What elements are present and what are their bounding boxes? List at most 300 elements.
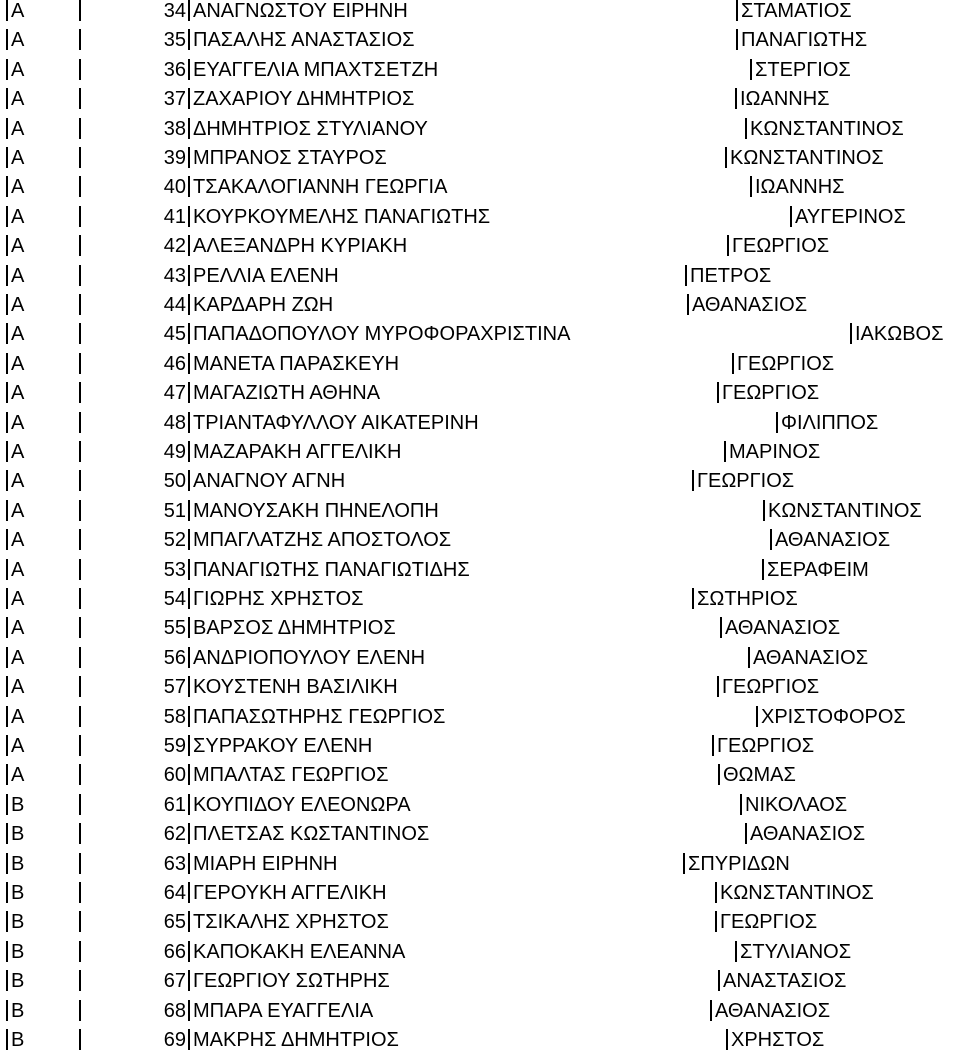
class-cell: Α [11, 500, 25, 522]
column-divider [188, 382, 190, 403]
name-cell: ΚΑΡΔΑΡΗ ΖΩΗ [193, 294, 334, 316]
column-divider [735, 941, 737, 962]
column-divider [718, 970, 720, 991]
table-row [0, 470, 960, 499]
class-cell: Α [11, 176, 25, 198]
father-name-cell: ΚΩΝΣΤΑΝΤΙΝΟΣ [768, 500, 922, 522]
class-cell: Β [11, 1000, 25, 1022]
column-divider [188, 29, 190, 50]
column-divider [79, 676, 81, 697]
column-divider [188, 882, 190, 903]
father-name-cell: ΧΡΗΣΤΟΣ [731, 1029, 825, 1051]
name-cell: ΔΗΜΗΤΡΙΟΣ ΣΤΥΛΙΑΝΟΥ [193, 118, 428, 140]
number-cell: 40 [163, 176, 186, 198]
number-cell: 59 [163, 735, 186, 757]
column-divider [727, 235, 729, 256]
column-divider [6, 500, 8, 521]
father-name-cell: ΣΠΥΡΙΔΩΝ [688, 853, 790, 875]
table-row [0, 147, 960, 176]
name-cell: ΠΑΠΑΣΩΤΗΡΗΣ ΓΕΩΡΓΙΟΣ [193, 706, 446, 728]
column-divider [750, 176, 752, 197]
class-cell: Α [11, 412, 25, 434]
name-cell: ΠΛΕΤΣΑΣ ΚΩΣΤΑΝΤΙΝΟΣ [193, 823, 430, 845]
number-cell: 61 [163, 794, 186, 816]
column-divider [188, 412, 190, 433]
name-cell: ΠΑΣΑΛΗΣ ΑΝΑΣΤΑΣΙΟΣ [193, 29, 415, 51]
class-cell: Α [11, 323, 25, 345]
father-name-cell: ΣΕΡΑΦΕΙΜ [767, 559, 869, 581]
column-divider [79, 382, 81, 403]
column-divider [188, 59, 190, 80]
name-cell: ΜΠΑΓΛΑΤΖΗΣ ΑΠΟΣΤΟΛΟΣ [193, 529, 452, 551]
class-cell: Β [11, 1029, 25, 1051]
table-row [0, 617, 960, 646]
number-cell: 51 [163, 500, 186, 522]
column-divider [79, 911, 81, 932]
column-divider [188, 147, 190, 168]
table-row [0, 1029, 960, 1058]
class-cell: Α [11, 294, 25, 316]
name-cell: ΚΟΥΣΤΕΝΗ ΒΑΣΙΛΙΚΗ [193, 676, 398, 698]
table-row [0, 559, 960, 588]
column-divider [724, 441, 726, 462]
father-name-cell: ΓΕΩΡΓΙΟΣ [722, 382, 820, 404]
number-cell: 42 [163, 235, 186, 257]
column-divider [6, 118, 8, 139]
class-cell: Α [11, 588, 25, 610]
column-divider [6, 882, 8, 903]
table-row [0, 118, 960, 147]
father-name-cell: ΙΩΑΝΝΗΣ [740, 88, 830, 110]
number-cell: 63 [163, 853, 186, 875]
column-divider [850, 323, 852, 344]
column-divider [79, 88, 81, 109]
number-cell: 56 [163, 647, 186, 669]
number-cell: 69 [163, 1029, 186, 1051]
column-divider [6, 441, 8, 462]
class-cell: Β [11, 941, 25, 963]
father-name-cell: ΚΩΝΣΤΑΝΤΙΝΟΣ [750, 118, 904, 140]
column-divider [79, 176, 81, 197]
number-cell: 43 [163, 265, 186, 287]
column-divider [79, 0, 81, 21]
number-cell: 57 [163, 676, 186, 698]
father-name-cell: ΠΑΝΑΓΙΩΤΗΣ [741, 29, 868, 51]
column-divider [188, 441, 190, 462]
column-divider [717, 676, 719, 697]
name-cell: ΜΑΚΡΗΣ ΔΗΜΗΤΡΙΟΣ [193, 1029, 399, 1051]
column-divider [79, 794, 81, 815]
number-cell: 49 [163, 441, 186, 463]
father-name-cell: ΑΝΑΣΤΑΣΙΟΣ [723, 970, 847, 992]
table-row [0, 265, 960, 294]
column-divider [79, 559, 81, 580]
class-cell: Α [11, 706, 25, 728]
class-cell: Α [11, 88, 25, 110]
column-divider [6, 265, 8, 286]
father-name-cell: ΑΘΑΝΑΣΙΟΣ [692, 294, 808, 316]
column-divider [79, 882, 81, 903]
column-divider [6, 353, 8, 374]
column-divider [6, 706, 8, 727]
father-name-cell: ΓΕΩΡΓΙΟΣ [722, 676, 820, 698]
column-divider [188, 206, 190, 227]
class-cell: Α [11, 470, 25, 492]
class-cell: Α [11, 647, 25, 669]
name-cell: ΡΕΛΛΙΑ ΕΛΕΝΗ [193, 265, 339, 287]
father-name-cell: ΑΘΑΝΑΣΙΟΣ [753, 647, 869, 669]
column-divider [188, 265, 190, 286]
column-divider [717, 382, 719, 403]
number-cell: 53 [163, 559, 186, 581]
column-divider [188, 559, 190, 580]
father-name-cell: ΑΘΑΝΑΣΙΟΣ [715, 1000, 831, 1022]
column-divider [79, 235, 81, 256]
father-name-cell: ΑΘΑΝΑΣΙΟΣ [725, 617, 841, 639]
column-divider [79, 500, 81, 521]
table-row [0, 764, 960, 793]
column-divider [79, 823, 81, 844]
class-cell: Α [11, 441, 25, 463]
number-cell: 62 [163, 823, 186, 845]
father-name-cell: ΝΙΚΟΛΑΟΣ [745, 794, 848, 816]
class-cell: Α [11, 118, 25, 140]
column-divider [6, 29, 8, 50]
column-divider [79, 647, 81, 668]
column-divider [6, 853, 8, 874]
class-cell: Α [11, 382, 25, 404]
column-divider [6, 59, 8, 80]
column-divider [79, 588, 81, 609]
table-row [0, 176, 960, 205]
number-cell: 41 [163, 206, 186, 228]
table-row [0, 235, 960, 264]
table-row [0, 88, 960, 117]
table-row [0, 1000, 960, 1029]
table-row [0, 441, 960, 470]
column-divider [6, 382, 8, 403]
column-divider [79, 970, 81, 991]
number-cell: 64 [163, 882, 186, 904]
column-divider [6, 470, 8, 491]
column-divider [736, 29, 738, 50]
name-cell: ΜΑΖΑΡΑΚΗ ΑΓΓΕΛΙΚΗ [193, 441, 402, 463]
class-cell: Β [11, 911, 25, 933]
table-row [0, 0, 960, 29]
column-divider [79, 470, 81, 491]
number-cell: 46 [163, 353, 186, 375]
father-name-cell: ΑΘΑΝΑΣΙΟΣ [750, 823, 866, 845]
column-divider [6, 911, 8, 932]
column-divider [79, 735, 81, 756]
number-cell: 37 [163, 88, 186, 110]
number-cell: 35 [163, 29, 186, 51]
number-cell: 67 [163, 970, 186, 992]
name-cell: ΜΙΑΡΗ ΕΙΡΗΝΗ [193, 853, 338, 875]
father-name-cell: ΚΩΝΣΤΑΝΤΙΝΟΣ [730, 147, 884, 169]
table-row [0, 412, 960, 441]
table-row [0, 382, 960, 411]
number-cell: 55 [163, 617, 186, 639]
name-cell: ΓΕΩΡΓΙΟΥ ΣΩΤΗΡΗΣ [193, 970, 390, 992]
column-divider [188, 764, 190, 785]
column-divider [188, 529, 190, 550]
father-name-cell: ΠΕΤΡΟΣ [690, 265, 772, 287]
name-cell: ΓΕΡΟΥΚΗ ΑΓΓΕΛΙΚΗ [193, 882, 387, 904]
table-row [0, 941, 960, 970]
column-divider [790, 206, 792, 227]
table-row [0, 853, 960, 882]
column-divider [79, 412, 81, 433]
number-cell: 34 [163, 0, 186, 22]
column-divider [685, 265, 687, 286]
column-divider [79, 147, 81, 168]
class-cell: Α [11, 206, 25, 228]
name-cell: ΤΡΙΑΝΤΑΦΥΛΛΟΥ ΑΙΚΑΤΕΡΙΝΗ [193, 412, 479, 434]
class-cell: Α [11, 676, 25, 698]
column-divider [188, 1000, 190, 1021]
father-name-cell: ΧΡΙΣΤΟΦΟΡΟΣ [761, 706, 906, 728]
column-divider [735, 88, 737, 109]
column-divider [770, 529, 772, 550]
name-cell: ΜΑΝΟΥΣΑΚΗ ΠΗΝΕΛΟΠΗ [193, 500, 439, 522]
column-divider [6, 235, 8, 256]
table-row [0, 676, 960, 705]
column-divider [6, 1000, 8, 1021]
number-cell: 58 [163, 706, 186, 728]
column-divider [79, 206, 81, 227]
father-name-cell: ΣΤΥΛΙΑΝΟΣ [740, 941, 852, 963]
column-divider [692, 588, 694, 609]
name-cell: ΜΠΑΛΤΑΣ ΓΕΩΡΓΙΟΣ [193, 764, 389, 786]
father-name-cell: ΑΥΓΕΡΙΝΟΣ [795, 206, 906, 228]
father-name-cell: ΣΤΕΡΓΙΟΣ [755, 59, 851, 81]
class-cell: Α [11, 29, 25, 51]
class-cell: Β [11, 823, 25, 845]
column-divider [188, 941, 190, 962]
column-divider [750, 59, 752, 80]
column-divider [188, 118, 190, 139]
column-divider [718, 764, 720, 785]
column-divider [762, 559, 764, 580]
name-cell: ΑΝΔΡΙΟΠΟΥΛΟΥ ΕΛΕΝΗ [193, 647, 426, 669]
column-divider [79, 617, 81, 638]
number-cell: 54 [163, 588, 186, 610]
class-cell: Α [11, 559, 25, 581]
column-divider [712, 735, 714, 756]
class-cell: Α [11, 235, 25, 257]
table-row [0, 323, 960, 352]
number-cell: 39 [163, 147, 186, 169]
column-divider [6, 412, 8, 433]
name-cell: ΣΥΡΡΑΚΟΥ ΕΛΕΝΗ [193, 735, 373, 757]
name-cell: ΑΝΑΓΝΟΥ ΑΓΝΗ [193, 470, 346, 492]
number-cell: 60 [163, 764, 186, 786]
class-cell: Α [11, 529, 25, 551]
name-cell: ΤΣΙΚΑΛΗΣ ΧΡΗΣΤΟΣ [193, 911, 389, 933]
number-cell: 47 [163, 382, 186, 404]
column-divider [6, 88, 8, 109]
column-divider [188, 294, 190, 315]
father-name-cell: ΑΘΑΝΑΣΙΟΣ [775, 529, 891, 551]
column-divider [79, 294, 81, 315]
column-divider [188, 176, 190, 197]
table-row [0, 970, 960, 999]
table-row [0, 823, 960, 852]
class-cell: Α [11, 353, 25, 375]
column-divider [79, 764, 81, 785]
column-divider [188, 970, 190, 991]
father-name-cell: ΓΕΩΡΓΙΟΣ [697, 470, 795, 492]
father-name-cell: ΓΕΩΡΓΙΟΣ [717, 735, 815, 757]
name-cell: ΓΙΩΡΗΣ ΧΡΗΣΤΟΣ [193, 588, 364, 610]
column-divider [79, 529, 81, 550]
class-cell: Α [11, 735, 25, 757]
table-row [0, 588, 960, 617]
table-row [0, 29, 960, 58]
column-divider [188, 794, 190, 815]
column-divider [188, 323, 190, 344]
table-row [0, 647, 960, 676]
column-divider [79, 441, 81, 462]
column-divider [776, 412, 778, 433]
class-cell: Β [11, 794, 25, 816]
father-name-cell: ΣΤΑΜΑΤΙΟΣ [741, 0, 852, 22]
number-cell: 38 [163, 118, 186, 140]
column-divider [6, 941, 8, 962]
class-cell: Α [11, 59, 25, 81]
column-divider [188, 617, 190, 638]
table-row [0, 529, 960, 558]
column-divider [715, 882, 717, 903]
name-cell: ΠΑΠΑΔΟΠΟΥΛΟΥ ΜΥΡΟΦΟΡΑΧΡΙΣΤΙΝΑ [193, 323, 571, 345]
name-cell: ΜΑΓΑΖΙΩΤΗ ΑΘΗΝΑ [193, 382, 381, 404]
column-divider [6, 323, 8, 344]
number-cell: 68 [163, 1000, 186, 1022]
column-divider [79, 118, 81, 139]
class-cell: Β [11, 853, 25, 875]
column-divider [79, 265, 81, 286]
number-cell: 65 [163, 911, 186, 933]
column-divider [6, 794, 8, 815]
column-divider [188, 88, 190, 109]
name-cell: ΑΝΑΓΝΩΣΤΟΥ ΕΙΡΗΝΗ [193, 0, 408, 22]
column-divider [740, 794, 742, 815]
name-cell: ΒΑΡΣΟΣ ΔΗΜΗΤΡΙΟΣ [193, 617, 396, 639]
name-cell: ΠΑΝΑΓΙΩΤΗΣ ΠΑΝΑΓΙΩΤΙΔΗΣ [193, 559, 470, 581]
column-divider [6, 206, 8, 227]
column-divider [6, 970, 8, 991]
column-divider [748, 647, 750, 668]
column-divider [188, 911, 190, 932]
column-divider [745, 823, 747, 844]
table-row [0, 911, 960, 940]
column-divider [720, 617, 722, 638]
table-row [0, 59, 960, 88]
father-name-cell: ΚΩΝΣΤΑΝΤΙΝΟΣ [720, 882, 874, 904]
column-divider [745, 118, 747, 139]
number-cell: 36 [163, 59, 186, 81]
column-divider [188, 735, 190, 756]
column-divider [6, 647, 8, 668]
father-name-cell: ΓΕΩΡΓΙΟΣ [732, 235, 830, 257]
table-row [0, 706, 960, 735]
column-divider [79, 941, 81, 962]
column-divider [732, 353, 734, 374]
column-divider [188, 853, 190, 874]
number-cell: 52 [163, 529, 186, 551]
class-cell: Α [11, 764, 25, 786]
column-divider [6, 735, 8, 756]
father-name-cell: ΓΕΩΡΓΙΟΣ [737, 353, 835, 375]
column-divider [188, 676, 190, 697]
column-divider [188, 500, 190, 521]
column-divider [6, 176, 8, 197]
father-name-cell: ΘΩΜΑΣ [723, 764, 796, 786]
class-cell: Α [11, 0, 25, 22]
table-row [0, 735, 960, 764]
father-name-cell: ΦΙΛΙΠΠΟΣ [781, 412, 879, 434]
name-cell: ΑΛΕΞΑΝΔΡΗ ΚΥΡΙΑΚΗ [193, 235, 408, 257]
name-cell: ΜΠΑΡΑ ΕΥΑΓΓΕΛΙΑ [193, 1000, 374, 1022]
column-divider [692, 470, 694, 491]
name-cell: ΜΠΡΑΝΟΣ ΣΤΑΥΡΟΣ [193, 147, 387, 169]
class-cell: Β [11, 970, 25, 992]
column-divider [6, 764, 8, 785]
father-name-cell: ΣΩΤΗΡΙΟΣ [697, 588, 798, 610]
class-cell: Α [11, 265, 25, 287]
table-row [0, 794, 960, 823]
number-cell: 44 [163, 294, 186, 316]
column-divider [6, 529, 8, 550]
name-cell: ΖΑΧΑΡΙΟΥ ΔΗΜΗΤΡΙΟΣ [193, 88, 415, 110]
table-row [0, 206, 960, 235]
column-divider [188, 353, 190, 374]
column-divider [6, 823, 8, 844]
column-divider [736, 0, 738, 21]
table-row [0, 353, 960, 382]
column-divider [6, 559, 8, 580]
column-divider [710, 1000, 712, 1021]
column-divider [6, 147, 8, 168]
column-divider [6, 294, 8, 315]
column-divider [188, 706, 190, 727]
table-row [0, 294, 960, 323]
column-divider [79, 29, 81, 50]
class-cell: Β [11, 882, 25, 904]
column-divider [683, 853, 685, 874]
column-divider [756, 706, 758, 727]
name-cell: ΤΣΑΚΑΛΟΓΙΑΝΝΗ ΓΕΩΡΓΙΑ [193, 176, 448, 198]
name-cell: ΚΟΥΡΚΟΥΜΕΛΗΣ ΠΑΝΑΓΙΩΤΗΣ [193, 206, 491, 228]
father-name-cell: ΜΑΡΙΝΟΣ [729, 441, 821, 463]
column-divider [79, 323, 81, 344]
table-row [0, 882, 960, 911]
column-divider [79, 59, 81, 80]
column-divider [763, 500, 765, 521]
father-name-cell: ΓΕΩΡΓΙΟΣ [720, 911, 818, 933]
column-divider [79, 853, 81, 874]
table-row [0, 500, 960, 529]
number-cell: 45 [163, 323, 186, 345]
column-divider [6, 676, 8, 697]
class-cell: Α [11, 617, 25, 639]
column-divider [79, 1000, 81, 1021]
column-divider [715, 911, 717, 932]
column-divider [188, 470, 190, 491]
column-divider [188, 823, 190, 844]
number-cell: 50 [163, 470, 186, 492]
